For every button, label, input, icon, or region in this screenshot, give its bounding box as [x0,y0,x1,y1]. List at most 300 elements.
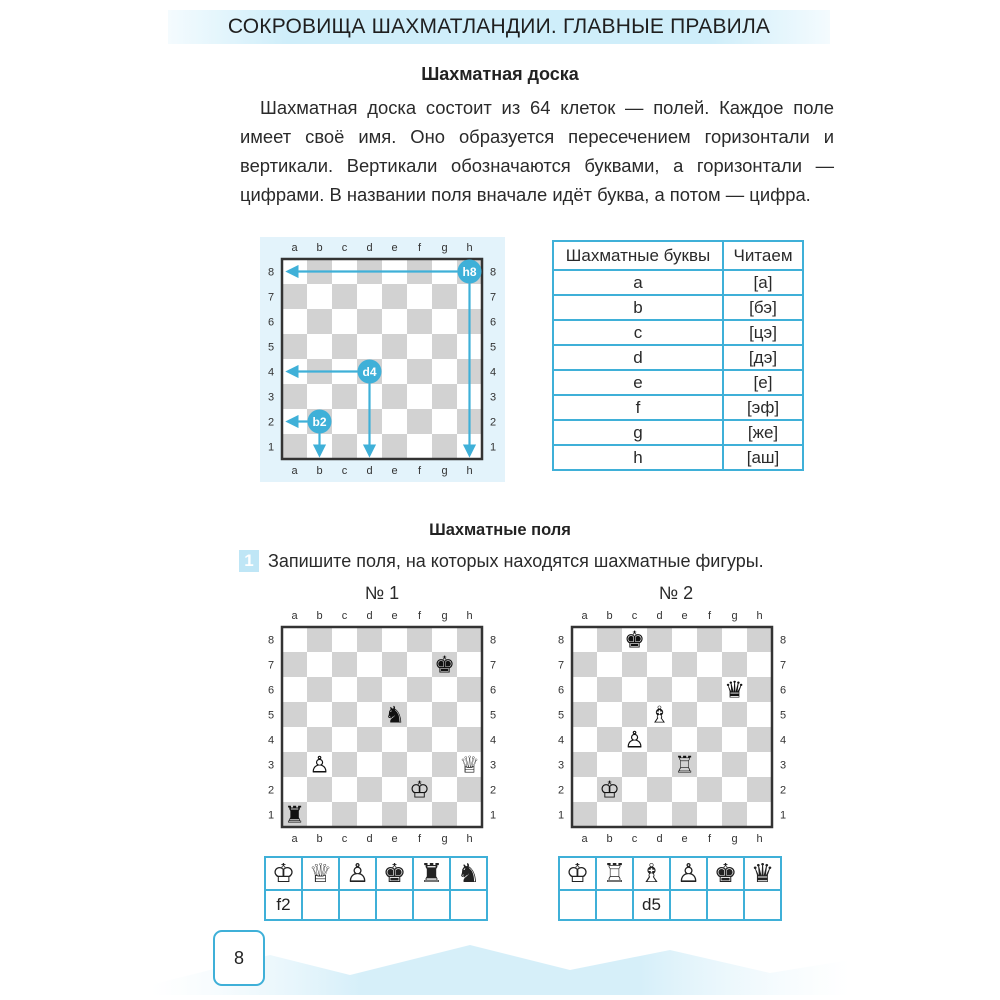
answer-cell[interactable] [707,890,744,920]
rank-label: 2 [489,416,497,429]
table-row [553,320,803,345]
board-square [332,384,357,409]
board-square [722,627,747,652]
field-marker-label: b2 [312,415,327,429]
intro-paragraph [240,93,834,209]
board-square [597,677,622,702]
board-square [747,652,772,677]
board-square [432,802,457,827]
board-square [282,777,307,802]
board-square [282,334,307,359]
board-square [747,777,772,802]
board-square [407,334,432,359]
field-marker-label: d4 [362,365,377,379]
board-square [697,802,722,827]
rank-label: 8 [489,266,497,279]
file-label: b [316,242,323,254]
reading-cell: [аш] [723,445,803,470]
file-label: a [291,833,298,845]
rank-label: 8 [557,634,565,647]
rank-label: 2 [557,784,565,797]
board-square [457,802,482,827]
exercise-board-2 [550,607,795,847]
letter-cell: f [553,395,723,420]
chess-piece: ♔ [409,777,430,804]
pawn-white-icon [670,857,707,890]
rank-label: 5 [489,341,497,354]
board-square [357,677,382,702]
demo-board [260,237,505,482]
board-square [382,627,407,652]
board-square [597,627,622,652]
reading-cell: [а] [723,270,803,295]
rank-label: 3 [267,391,275,404]
rank-label: 5 [779,709,787,722]
piece-icon-label: ♙ [345,858,370,888]
board-square [647,777,672,802]
file-label: g [441,465,448,477]
board-square [307,702,332,727]
board-square [622,802,647,827]
board-square [382,284,407,309]
board-square [697,727,722,752]
rank-label: 4 [267,366,275,379]
piece-icon-label: ♚ [713,858,738,888]
chess-piece: ♚ [434,652,455,679]
file-label: d [656,833,663,845]
letter-cell: h [553,445,723,470]
chess-piece: ♖ [674,752,695,779]
file-label: c [341,610,348,622]
file-label: a [291,610,298,622]
piece-icon-label: ♜ [419,858,444,888]
board-square [307,652,332,677]
board-square [457,627,482,652]
answer-cell[interactable] [559,890,596,920]
file-label: c [631,610,638,622]
board-square [332,309,357,334]
board-square [597,652,622,677]
board-square [697,677,722,702]
board-square [282,309,307,334]
file-label: f [417,833,422,845]
board-square [382,777,407,802]
rook-white-icon [596,857,633,890]
letter-cell: d [553,345,723,370]
board-2-label: № 2 [658,583,694,603]
board-square [307,802,332,827]
board-square [432,627,457,652]
rank-label: 8 [267,634,275,647]
board-square [432,777,457,802]
board-square [672,727,697,752]
board-square [697,652,722,677]
file-label: b [606,833,613,845]
task-instruction: Запишите поля, на которых находятся шахматные фигуры. [268,551,764,571]
letters-table-header [553,241,803,270]
file-label: h [466,833,473,845]
board-square [672,677,697,702]
rank-label: 4 [267,734,275,747]
board-square [672,627,697,652]
board-1-label: № 1 [364,583,400,603]
board-square [407,727,432,752]
file-label: d [656,610,663,622]
answer-icons-row [559,857,781,890]
board-square [382,727,407,752]
board-square [672,652,697,677]
rank-label: 4 [489,366,497,379]
rank-label: 4 [489,734,497,747]
rank-label: 3 [557,759,565,772]
king-black-icon [707,857,744,890]
board-square [407,359,432,384]
board-square [722,652,747,677]
intro-text: Шахматная доска состоит из 64 клеток — полей. Каждое поле имеет своё имя. Оно образуется пересечением горизонтали и вертикали. Вертикали обозначаются буквами, а горизонтали — цифрами. В названии поля вначале идёт буква, а потом — цифра. [240,97,834,205]
reading-cell: [е] [723,370,803,395]
file-label: d [366,833,373,845]
board-square [597,702,622,727]
section-title-fields: Шахматные поля [429,521,571,539]
file-label: h [466,610,473,622]
rank-label: 6 [779,684,787,697]
board-square [407,677,432,702]
board-square [407,434,432,459]
board-square [382,334,407,359]
rook-black-icon [413,857,450,890]
board-square [432,284,457,309]
exercise-board-1-svg [260,607,505,847]
reading-cell: [цэ] [723,320,803,345]
board-square [382,752,407,777]
rank-label: 5 [489,709,497,722]
rank-label: 8 [489,634,497,647]
rank-label: 4 [557,734,565,747]
board-square [432,309,457,334]
board-square [282,727,307,752]
board-square [647,677,672,702]
exercise-board-1 [260,607,505,847]
answer-table-2 [558,856,782,921]
rank-label: 3 [489,391,497,404]
file-label: d [366,242,373,254]
board-square [307,677,332,702]
rank-label: 2 [489,784,497,797]
piece-icon-label: ♔ [271,858,296,888]
board-square [457,677,482,702]
file-label: h [756,833,763,845]
board-square [672,802,697,827]
file-label: a [581,610,588,622]
file-label: b [316,610,323,622]
board-square [307,334,332,359]
letter-cell: c [553,320,723,345]
rank-label: 1 [267,809,275,822]
reading-cell: [эф] [723,395,803,420]
board-square [357,777,382,802]
board-square [597,802,622,827]
piece-icon-label: ♗ [639,858,664,888]
board-square [432,334,457,359]
answer-inputs-row [265,890,487,920]
page-title: СОКРОВИЩА ШАХМАТЛАНДИИ. ГЛАВНЫЕ ПРАВИЛА [227,15,771,38]
file-label: f [707,610,712,622]
table-row [553,345,803,370]
rank-label: 1 [557,809,565,822]
board-square [332,627,357,652]
piece-icon-label: ♕ [308,858,333,888]
rank-label: 6 [267,684,275,697]
rank-label: 5 [557,709,565,722]
file-label: h [466,242,473,254]
answer-cell[interactable] [413,890,450,920]
board-square [457,777,482,802]
board-square [407,752,432,777]
file-label: h [756,610,763,622]
board-square [622,702,647,727]
rank-label: 6 [489,316,497,329]
task-number-badge: 1 [239,550,259,572]
rank-label: 7 [267,291,275,304]
board-square [382,359,407,384]
chess-piece: ♙ [624,727,645,754]
board-square [722,777,747,802]
board-square [747,702,772,727]
rank-label: 7 [779,659,787,672]
board-square [457,727,482,752]
file-label: c [341,833,348,845]
rank-label: 3 [267,759,275,772]
table-row [553,370,803,395]
rank-label: 8 [267,266,275,279]
board-square [722,702,747,727]
board-square [407,284,432,309]
board-square [307,309,332,334]
board-square [382,409,407,434]
file-label: d [366,465,373,477]
file-label: g [441,242,448,254]
board-square [357,309,382,334]
board-square [572,627,597,652]
file-label: g [441,833,448,845]
letters-header-read: Читаем [723,241,803,270]
rank-label: 7 [557,659,565,672]
file-label: a [291,465,298,477]
rank-label: 7 [267,659,275,672]
board-square [407,802,432,827]
table-row [553,270,803,295]
rank-label: 7 [489,659,497,672]
board-square [357,727,382,752]
board-square [282,702,307,727]
file-label: e [391,465,398,477]
board-square [407,384,432,409]
file-label: b [606,610,613,622]
file-label: b [316,833,323,845]
king-black-icon [376,857,413,890]
letter-cell: g [553,420,723,445]
chess-piece: ♛ [724,677,745,704]
board-square [357,702,382,727]
board-square [432,752,457,777]
board-square [282,752,307,777]
answer-icons-row [265,857,487,890]
queen-black-icon [744,857,781,890]
board-square [382,677,407,702]
file-label: e [681,610,688,622]
demo-board-svg [260,237,505,482]
board-square [407,627,432,652]
reading-cell: [бэ] [723,295,803,320]
rank-label: 3 [779,759,787,772]
board-square [407,652,432,677]
board-square [282,677,307,702]
board-square [432,409,457,434]
board-square [382,384,407,409]
board-square [282,627,307,652]
board-square [282,284,307,309]
rank-label: 6 [489,684,497,697]
board-square [747,802,772,827]
chess-piece: ♚ [624,627,645,654]
rank-label: 5 [267,341,275,354]
board-square [407,309,432,334]
board-square [407,702,432,727]
board-square [572,777,597,802]
board-square [307,627,332,652]
board-square [672,702,697,727]
board-square [357,652,382,677]
board-square [307,284,332,309]
board-square [697,752,722,777]
board-square [332,284,357,309]
board-square [357,334,382,359]
king-white-icon [265,857,302,890]
board-square [597,727,622,752]
board-square [457,652,482,677]
rank-label: 2 [267,416,275,429]
section-title-board: Шахматная доска [421,64,579,84]
board-square [332,334,357,359]
letter-cell: a [553,270,723,295]
rank-label: 4 [779,734,787,747]
bishop-white-icon [633,857,670,890]
rank-label: 1 [267,441,275,454]
file-label: c [631,833,638,845]
rank-label: 2 [267,784,275,797]
chess-piece: ♗ [649,702,670,729]
board-square [432,677,457,702]
file-label: a [581,833,588,845]
board-square [307,727,332,752]
board-square [382,309,407,334]
table-row [553,420,803,445]
file-label: h [466,465,473,477]
reading-cell: [же] [723,420,803,445]
board-square [382,434,407,459]
answer-cell[interactable] [596,890,633,920]
board-square [647,752,672,777]
board-square [747,627,772,652]
rank-label: 7 [489,291,497,304]
answer-cell[interactable]: f2 [265,890,302,920]
rank-label: 1 [489,809,497,822]
chess-piece: ♙ [309,752,330,779]
knight-black-icon [450,857,487,890]
board-square [647,627,672,652]
file-label: e [391,610,398,622]
board-square [647,652,672,677]
board-square [357,802,382,827]
file-label: f [417,610,422,622]
board-square [332,677,357,702]
piece-icon-label: ♛ [750,858,775,888]
board-square [432,702,457,727]
answer-table-1 [264,856,488,921]
answer-cell[interactable] [670,890,707,920]
rank-label: 1 [489,441,497,454]
board-square [332,652,357,677]
board-square [307,777,332,802]
answer-cell[interactable]: d5 [633,890,670,920]
board-square [572,652,597,677]
board-square [357,752,382,777]
board-square [332,702,357,727]
board-square [572,802,597,827]
answer-cell[interactable] [339,890,376,920]
file-label: a [291,242,298,254]
board-square [647,802,672,827]
king-white-icon [559,857,596,890]
board-square [332,409,357,434]
board-square [722,802,747,827]
file-label: g [441,610,448,622]
board-square [357,627,382,652]
board-square [432,434,457,459]
board-square [747,727,772,752]
file-label: g [731,833,738,845]
piece-icon-label: ♖ [602,858,627,888]
rank-label: 3 [489,759,497,772]
file-label: e [391,242,398,254]
board-square [282,384,307,409]
answer-cell[interactable] [376,890,413,920]
board-square [672,777,697,802]
file-label: c [341,465,348,477]
board-square [357,284,382,309]
table-row [553,445,803,470]
reading-cell: [дэ] [723,345,803,370]
file-label: e [681,833,688,845]
table-row [553,295,803,320]
answer-cell[interactable] [302,890,339,920]
queen-white-icon [302,857,339,890]
page-number: 8 [213,930,265,986]
board-square [432,359,457,384]
answer-cell[interactable] [450,890,487,920]
board-square [572,677,597,702]
board-square [407,409,432,434]
board-square [382,802,407,827]
board-square [697,702,722,727]
file-label: f [707,833,712,845]
answer-cell[interactable] [744,890,781,920]
board-square [457,702,482,727]
board-square [307,384,332,409]
board-square [722,727,747,752]
board-square [332,777,357,802]
piece-icon-label: ♞ [456,858,481,888]
